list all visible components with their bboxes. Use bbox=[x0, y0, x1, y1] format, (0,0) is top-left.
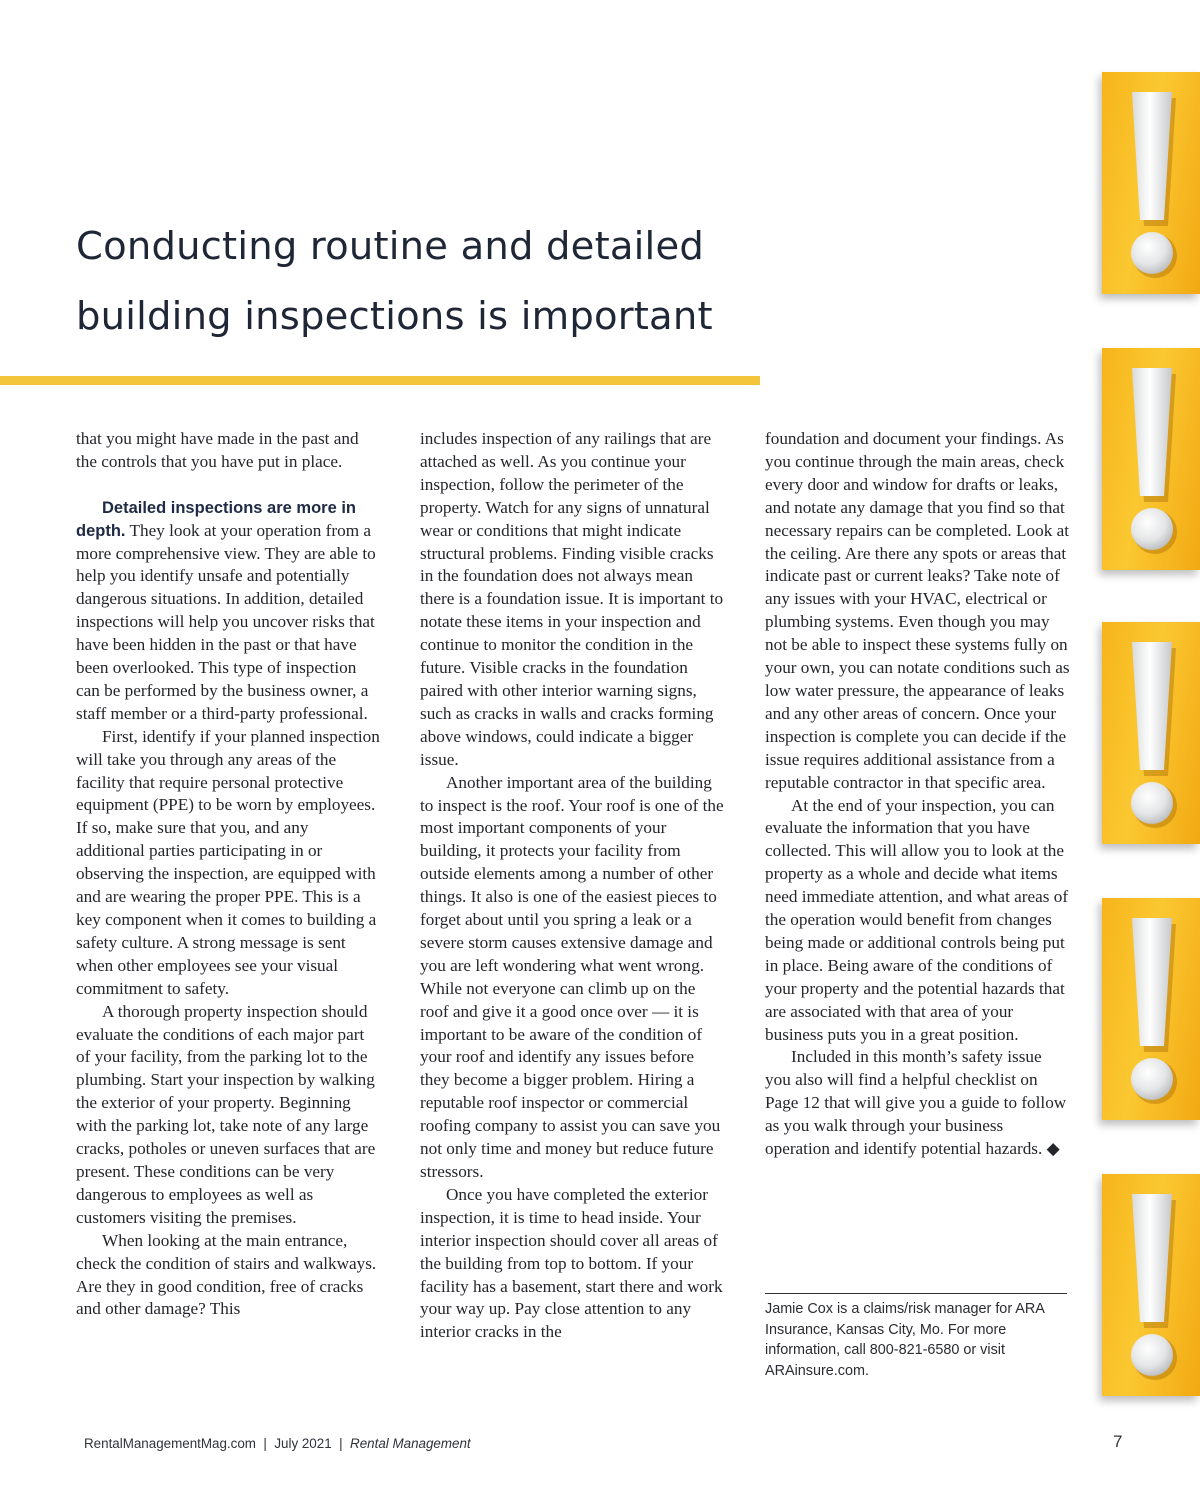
body-column-1 bbox=[76, 428, 381, 1321]
footer-publication: Rental Management bbox=[350, 1436, 471, 1451]
paragraph: foundation and document your findings. As you continue through the main areas, check every door and window for drafts or leaks, and notate any damage that you find so that necessary repairs can be completed. Look at the ceiling. Are there any spots or areas that indicate past or current leaks? Take note of any issues with your HVAC, electrical or plumbing systems. Even though you may not be able to inspect these systems fully on your own, you can notate conditions such as low water pressure, the appearance of leaks and any other areas of concern. Once your inspection is complete you can decide if the issue requires additional assistance from a reputable contractor in that specific area. bbox=[765, 429, 1070, 792]
body-column-3 bbox=[765, 428, 1070, 1161]
end-mark-icon: ◆ bbox=[1046, 1139, 1060, 1159]
exclamation-icon bbox=[1102, 1174, 1200, 1396]
exclamation-icon bbox=[1102, 72, 1200, 294]
paragraph: At the end of your inspection, you can evaluate the information that you have collected. This will allow you to look at the property as a whole and decide what items need immediate attention, and what areas of the operation would benefit from changes being made or additional controls being put in place. Being aware of the conditions of your property and the potential hazards that are associated with that area of your business puts you in a great position. bbox=[765, 795, 1069, 1044]
footer-date: July 2021 bbox=[274, 1436, 332, 1451]
body-column-2 bbox=[420, 428, 725, 1344]
paragraph: A thorough property inspection should evaluate the conditions of each major part of your facility, from the parking lot to the plumbing. Start your inspection by walking the exterior of your property. Beginning with the parking lot, take note of any large cracks, potholes or uneven surfaces that are present. These conditions can be very dangerous to employees as well as customers visiting the premises. bbox=[76, 1001, 376, 1227]
paragraph: includes inspection of any railings that are attached as well. As you continue your inspection, follow the perimeter of the property. Watch for any signs of unnatural wear or conditions that might indicate structural problems. Finding visible cracks in the foundation does not always mean there is a foundation issue. It is important to notate these items in your inspection and continue to monitor the condition in the future. Visible cracks in the foundation paired with other interior warning signs, such as cracks in walls and cracks forming above windows, could indicate a bigger issue. bbox=[420, 429, 724, 769]
page-footer bbox=[84, 1436, 471, 1451]
footer-separator: | bbox=[339, 1436, 343, 1451]
author-bio: Jamie Cox is a claims/risk manager for ARA Insurance, Kansas City, Mo. For more information, call 800-821-6580 or visit ARAinsure.com. bbox=[765, 1301, 1045, 1379]
article-title bbox=[76, 212, 776, 352]
paragraph: When looking at the main entrance, check the condition of stairs and walkways. Are they in good condition, free of cracks and other damage? This bbox=[76, 1230, 377, 1319]
paragraph bbox=[765, 1046, 1070, 1161]
lead-in-heading: Detailed inspections are more in depth. bbox=[76, 498, 356, 540]
paragraph: Another important area of the building to inspect is the roof. Your roof is one of the most important components of your building, it protects your facility from outside elements among a number of other things. It also is one of the easiest pieces to forget about until you spring a leak or a severe storm causes extensive damage and you are left wondering what went wrong. While not everyone can climb up on the roof and give it a good once over — it is important to be aware of the condition of your roof and identify any issues before they become a bigger problem. Hiring a reputable roof inspector or commercial roofing company to assist you can save you not only time and money but reduce future stressors. bbox=[420, 772, 724, 1181]
paragraph-text: Included in this month’s safety issue you also will find a helpful checklist on Page 12 that will give you a guide to follow as you walk through your business operation and identify potential hazards. bbox=[765, 1047, 1067, 1159]
article-title-line1: Conducting routine and detailed bbox=[76, 224, 704, 269]
paragraph: Once you have completed the exterior inspection, it is time to head inside. Your interior inspection should cover all areas of the building from top to bottom. If your facility has a basement, start there and work your way up. Pay close attention to any interior cracks in the bbox=[420, 1184, 723, 1342]
page-number: 7 bbox=[1113, 1432, 1123, 1451]
footer-site: RentalManagementMag.com bbox=[84, 1436, 256, 1451]
exclamation-icon bbox=[1102, 898, 1200, 1120]
paragraph: First, identify if your planned inspection will take you through any areas of the facility that require personal protective equipment (PPE) to be worn by employees. If so, make sure that you, and any additional parties participating in or observing the inspection, are equipped with and are wearing the proper PPE. This is a key component when it comes to building a safety culture. A strong message is sent when other employees see your visual commitment to safety. bbox=[76, 726, 380, 998]
footer-separator: | bbox=[263, 1436, 267, 1451]
paragraph bbox=[76, 497, 381, 726]
article-title-line2: building inspections is important bbox=[76, 294, 713, 339]
paragraph-text: They look at your operation from a more comprehensive view. They are able to help you identify unsafe and potentially dangerous situations. In addition, detailed inspections will help you uncover risks that have been hidden in the past or that have been overlooked. This type of inspection can be performed by the business owner, a staff member or a third-party professional. bbox=[76, 520, 376, 723]
exclamation-icon bbox=[1102, 622, 1200, 844]
exclamation-icon bbox=[1102, 348, 1200, 570]
paragraph: that you might have made in the past and the controls that you have put in place. bbox=[76, 429, 359, 471]
bio-divider bbox=[765, 1293, 1067, 1294]
title-divider bbox=[0, 376, 760, 385]
